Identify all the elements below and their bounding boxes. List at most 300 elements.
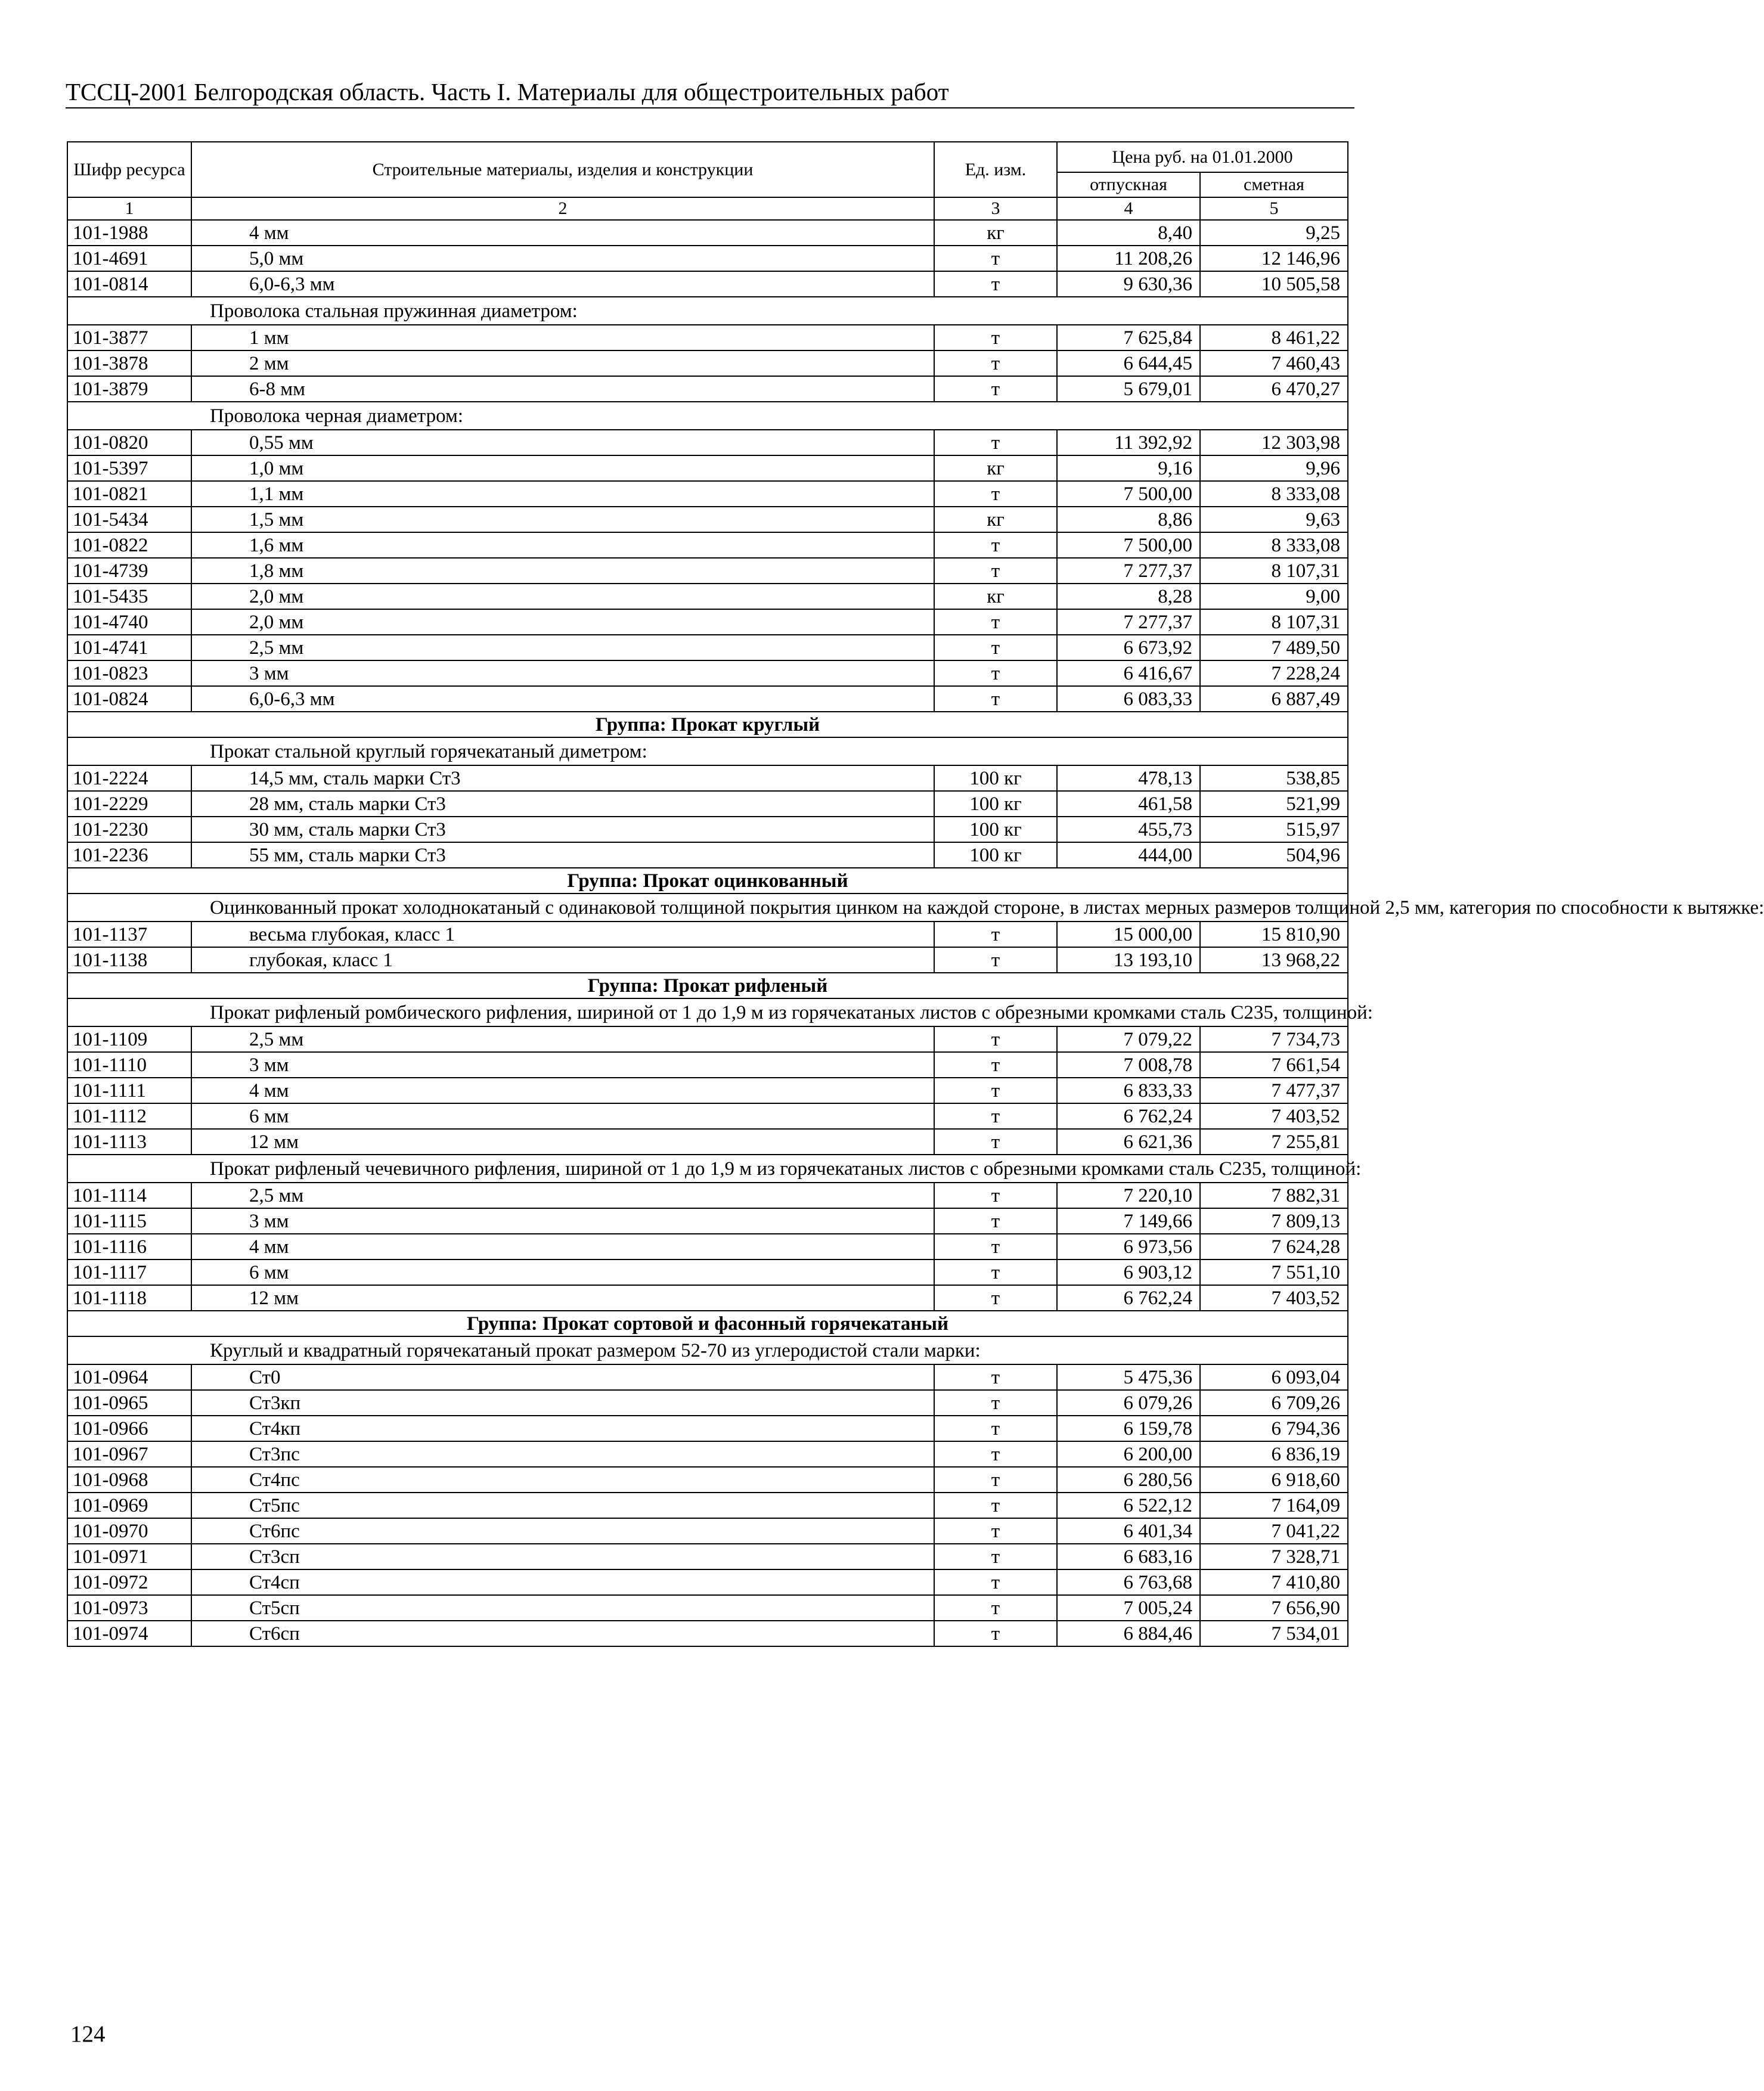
material-name: 4 мм (191, 1078, 934, 1103)
table-row (67, 842, 1348, 868)
subheading-cell (67, 998, 1373, 1026)
release-price: 6 416,67 (1057, 660, 1200, 686)
material-name: 6-8 мм (191, 376, 934, 402)
release-price: 9 630,36 (1057, 271, 1200, 297)
column-number: 3 (934, 197, 1057, 220)
material-name: Ст4сп (191, 1569, 934, 1595)
resource-code: 101-0972 (67, 1569, 191, 1595)
estimate-price: 7 551,10 (1200, 1259, 1348, 1285)
release-price: 7 008,78 (1057, 1052, 1200, 1078)
resource-code: 101-1988 (67, 220, 191, 246)
resource-code: 101-2224 (67, 765, 191, 791)
material-name: 6 мм (191, 1103, 934, 1129)
resource-code: 101-4740 (67, 609, 191, 635)
resource-code: 101-1113 (67, 1129, 191, 1155)
header-name: Строительные материалы, изделия и конструкции (191, 142, 934, 197)
material-name: Ст3сп (191, 1544, 934, 1569)
unit: т (934, 1208, 1057, 1234)
material-name: 2,5 мм (191, 635, 934, 660)
release-price: 6 903,12 (1057, 1259, 1200, 1285)
unit: т (934, 1078, 1057, 1103)
material-name: Ст4кп (191, 1416, 934, 1441)
table-row (67, 817, 1348, 842)
unit: т (934, 1183, 1057, 1208)
estimate-price: 8 333,08 (1200, 532, 1348, 558)
table-row (67, 1595, 1348, 1621)
estimate-price: 6 709,26 (1200, 1390, 1348, 1416)
material-name: Ст5сп (191, 1595, 934, 1621)
group-heading-row (67, 973, 1348, 998)
release-price: 6 644,45 (1057, 350, 1200, 376)
unit: т (934, 922, 1057, 947)
unit: кг (934, 507, 1057, 532)
estimate-price: 7 656,90 (1200, 1595, 1348, 1621)
resource-code: 101-1117 (67, 1259, 191, 1285)
material-name: 1,0 мм (191, 455, 934, 481)
estimate-price: 7 624,28 (1200, 1234, 1348, 1259)
header-estimate-price: сметная (1200, 172, 1348, 197)
table-row (67, 947, 1348, 973)
estimate-price: 8 107,31 (1200, 558, 1348, 584)
unit: т (934, 1234, 1057, 1259)
group-heading: Группа: Прокат оцинкованный (67, 868, 1348, 894)
estimate-price: 6 836,19 (1200, 1441, 1348, 1467)
resource-code: 101-0967 (67, 1441, 191, 1467)
estimate-price: 9,25 (1200, 220, 1348, 246)
subheading-row (67, 297, 1348, 325)
table-row (67, 430, 1348, 455)
resource-code: 101-0970 (67, 1518, 191, 1544)
estimate-price: 7 410,80 (1200, 1569, 1348, 1595)
release-price: 6 762,24 (1057, 1285, 1200, 1311)
estimate-price: 8 333,08 (1200, 481, 1348, 507)
estimate-price: 7 328,71 (1200, 1544, 1348, 1569)
material-name: Ст4пс (191, 1467, 934, 1493)
estimate-price: 7 255,81 (1200, 1129, 1348, 1155)
material-name: 1,1 мм (191, 481, 934, 507)
header-rule (66, 107, 1354, 108)
table-row (67, 660, 1348, 686)
release-price: 7 079,22 (1057, 1026, 1200, 1052)
resource-code: 101-5435 (67, 584, 191, 609)
material-name: 55 мм, сталь марки Ст3 (191, 842, 934, 868)
material-name: 5,0 мм (191, 246, 934, 271)
subheading-row (67, 1155, 1348, 1183)
table-row (67, 1569, 1348, 1595)
table-row (67, 1441, 1348, 1467)
table-row (67, 325, 1348, 350)
unit: т (934, 1493, 1057, 1518)
table-row (67, 791, 1348, 817)
unit: т (934, 1544, 1057, 1569)
page-header-title: ТССЦ-2001 Белгородская область. Часть I. Материалы для общестроительных работ (66, 78, 949, 106)
unit: т (934, 558, 1057, 584)
estimate-price: 6 794,36 (1200, 1416, 1348, 1441)
resource-code: 101-4739 (67, 558, 191, 584)
material-name: 0,55 мм (191, 430, 934, 455)
release-price: 7 277,37 (1057, 609, 1200, 635)
unit: т (934, 481, 1057, 507)
header-release-price: отпускная (1057, 172, 1200, 197)
table-row (67, 765, 1348, 791)
release-price: 7 500,00 (1057, 481, 1200, 507)
unit: т (934, 1518, 1057, 1544)
material-name: 2,5 мм (191, 1183, 934, 1208)
table-row (67, 686, 1348, 712)
unit: т (934, 1416, 1057, 1441)
table-row (67, 922, 1348, 947)
unit: т (934, 609, 1057, 635)
resource-code: 101-5397 (67, 455, 191, 481)
column-number: 4 (1057, 197, 1200, 220)
unit: т (934, 1129, 1057, 1155)
material-name: 12 мм (191, 1129, 934, 1155)
table-row (67, 558, 1348, 584)
material-name: 3 мм (191, 1208, 934, 1234)
material-name: 2 мм (191, 350, 934, 376)
material-name: Ст6сп (191, 1621, 934, 1646)
resource-code: 101-1112 (67, 1103, 191, 1129)
release-price: 6 762,24 (1057, 1103, 1200, 1129)
resource-code: 101-2236 (67, 842, 191, 868)
unit: 100 кг (934, 842, 1057, 868)
unit: т (934, 635, 1057, 660)
unit: т (934, 1621, 1057, 1646)
material-name: 6,0-6,3 мм (191, 686, 934, 712)
resource-code: 101-4741 (67, 635, 191, 660)
material-name: 28 мм, сталь марки Ст3 (191, 791, 934, 817)
material-name: 12 мм (191, 1285, 934, 1311)
resource-code: 101-2229 (67, 791, 191, 817)
unit: т (934, 1569, 1057, 1595)
resource-code: 101-1118 (67, 1285, 191, 1311)
estimate-price: 7 041,22 (1200, 1518, 1348, 1544)
release-price: 11 392,92 (1057, 430, 1200, 455)
subheading-cell (67, 737, 1348, 765)
estimate-price: 12 303,98 (1200, 430, 1348, 455)
subheading-row (67, 402, 1348, 430)
release-price: 8,40 (1057, 220, 1200, 246)
unit: т (934, 376, 1057, 402)
subheading-text: Круглый и квадратный горячекатаный прокат размером 52-70 из углеродистой стали марки: (210, 1340, 981, 1361)
estimate-price: 7 661,54 (1200, 1052, 1348, 1078)
estimate-price: 7 882,31 (1200, 1183, 1348, 1208)
material-name: 1,8 мм (191, 558, 934, 584)
release-price: 6 401,34 (1057, 1518, 1200, 1544)
estimate-price: 7 403,52 (1200, 1285, 1348, 1311)
resource-code: 101-1109 (67, 1026, 191, 1052)
estimate-price: 6 470,27 (1200, 376, 1348, 402)
resource-code: 101-0969 (67, 1493, 191, 1518)
material-name: Ст6пс (191, 1518, 934, 1544)
material-name: Ст3пс (191, 1441, 934, 1467)
release-price: 6 673,92 (1057, 635, 1200, 660)
group-heading: Группа: Прокат сортовой и фасонный горячекатаный (67, 1311, 1348, 1336)
estimate-price: 9,63 (1200, 507, 1348, 532)
table-row (67, 1052, 1348, 1078)
unit: 100 кг (934, 791, 1057, 817)
release-price: 455,73 (1057, 817, 1200, 842)
material-name: 2,0 мм (191, 584, 934, 609)
unit: т (934, 1364, 1057, 1390)
subheading-text: Проволока стальная пружинная диаметром: (210, 300, 578, 322)
estimate-price: 6 918,60 (1200, 1467, 1348, 1493)
unit: т (934, 271, 1057, 297)
release-price: 6 884,46 (1057, 1621, 1200, 1646)
material-name: 1,5 мм (191, 507, 934, 532)
unit: кг (934, 220, 1057, 246)
table-row (67, 1183, 1348, 1208)
resource-code: 101-0965 (67, 1390, 191, 1416)
subheading-text: Прокат рифленый ромбического рифления, шириной от 1 до 1,9 м из горячекатаных листов с обрезными кромками сталь С235, толщиной: (210, 1002, 1373, 1023)
unit: т (934, 1103, 1057, 1129)
table-row (67, 455, 1348, 481)
release-price: 6 083,33 (1057, 686, 1200, 712)
table-row (67, 1493, 1348, 1518)
table-row (67, 584, 1348, 609)
estimate-price: 6 093,04 (1200, 1364, 1348, 1390)
unit: т (934, 1285, 1057, 1311)
group-heading-row (67, 868, 1348, 894)
unit: 100 кг (934, 817, 1057, 842)
subheading-cell (67, 1336, 1348, 1364)
table-row (67, 1234, 1348, 1259)
estimate-price: 13 968,22 (1200, 947, 1348, 973)
header-code: Шифр ресурса (67, 142, 191, 197)
unit: кг (934, 584, 1057, 609)
table-row (67, 1544, 1348, 1569)
unit: т (934, 532, 1057, 558)
unit: т (934, 1441, 1057, 1467)
unit: т (934, 947, 1057, 973)
table-row (67, 1390, 1348, 1416)
release-price: 6 159,78 (1057, 1416, 1200, 1441)
resource-code: 101-1111 (67, 1078, 191, 1103)
material-name: глубокая, класс 1 (191, 947, 934, 973)
resource-code: 101-0973 (67, 1595, 191, 1621)
unit: т (934, 1390, 1057, 1416)
release-price: 9,16 (1057, 455, 1200, 481)
table-row (67, 532, 1348, 558)
table-row (67, 507, 1348, 532)
release-price: 15 000,00 (1057, 922, 1200, 947)
table-row (67, 1026, 1348, 1052)
subheading-cell (67, 297, 1348, 325)
material-name: Ст0 (191, 1364, 934, 1390)
table-header-row (67, 142, 1348, 172)
resource-code: 101-0966 (67, 1416, 191, 1441)
table-row (67, 1129, 1348, 1155)
release-price: 444,00 (1057, 842, 1200, 868)
resource-code: 101-1114 (67, 1183, 191, 1208)
table-row (67, 376, 1348, 402)
page-number: 124 (70, 2021, 106, 2047)
release-price: 7 625,84 (1057, 325, 1200, 350)
table-row (67, 635, 1348, 660)
subheading-text: Оцинкованный прокат холоднокатаный с одинаковой толщиной покрытия цинком на каждой стороне, в листах мерных размеров толщиной 2,5 мм, категория по способности к вытяжке: (210, 897, 1764, 919)
estimate-price: 8 461,22 (1200, 325, 1348, 350)
resource-code: 101-0968 (67, 1467, 191, 1493)
unit: 100 кг (934, 765, 1057, 791)
resource-code: 101-0824 (67, 686, 191, 712)
release-price: 6 621,36 (1057, 1129, 1200, 1155)
resource-code: 101-1138 (67, 947, 191, 973)
table-row (67, 609, 1348, 635)
material-name: 2,0 мм (191, 609, 934, 635)
table-row (67, 1259, 1348, 1285)
table-row (67, 1518, 1348, 1544)
group-heading-row (67, 1311, 1348, 1336)
release-price: 478,13 (1057, 765, 1200, 791)
release-price: 6 683,16 (1057, 1544, 1200, 1569)
release-price: 5 475,36 (1057, 1364, 1200, 1390)
material-name: 4 мм (191, 1234, 934, 1259)
table-row (67, 1467, 1348, 1493)
estimate-price: 12 146,96 (1200, 246, 1348, 271)
resource-code: 101-0823 (67, 660, 191, 686)
table-row (67, 1078, 1348, 1103)
estimate-price: 15 810,90 (1200, 922, 1348, 947)
material-name: 6 мм (191, 1259, 934, 1285)
estimate-price: 538,85 (1200, 765, 1348, 791)
resource-code: 101-3878 (67, 350, 191, 376)
release-price: 6 522,12 (1057, 1493, 1200, 1518)
estimate-price: 8 107,31 (1200, 609, 1348, 635)
material-name: 14,5 мм, сталь марки Ст3 (191, 765, 934, 791)
release-price: 7 005,24 (1057, 1595, 1200, 1621)
release-price: 6 280,56 (1057, 1467, 1200, 1493)
table-row (67, 271, 1348, 297)
estimate-price: 7 534,01 (1200, 1621, 1348, 1646)
release-price: 6 763,68 (1057, 1569, 1200, 1595)
subheading-cell (67, 1155, 1362, 1183)
material-name: 3 мм (191, 660, 934, 686)
group-heading: Группа: Прокат круглый (67, 712, 1348, 737)
release-price: 6 973,56 (1057, 1234, 1200, 1259)
release-price: 6 200,00 (1057, 1441, 1200, 1467)
column-number: 1 (67, 197, 191, 220)
resource-code: 101-1115 (67, 1208, 191, 1234)
table-row (67, 1364, 1348, 1390)
table-row (67, 1103, 1348, 1129)
release-price: 7 149,66 (1057, 1208, 1200, 1234)
material-name: Ст5пс (191, 1493, 934, 1518)
release-price: 6 079,26 (1057, 1390, 1200, 1416)
group-heading: Группа: Прокат рифленый (67, 973, 1348, 998)
release-price: 461,58 (1057, 791, 1200, 817)
estimate-price: 7 734,73 (1200, 1026, 1348, 1052)
unit: т (934, 1467, 1057, 1493)
resource-code: 101-3877 (67, 325, 191, 350)
release-price: 5 679,01 (1057, 376, 1200, 402)
resource-code: 101-5434 (67, 507, 191, 532)
table-row (67, 1621, 1348, 1646)
material-name: весьма глубокая, класс 1 (191, 922, 934, 947)
estimate-price: 7 809,13 (1200, 1208, 1348, 1234)
unit: т (934, 660, 1057, 686)
resource-code: 101-0822 (67, 532, 191, 558)
header-unit: Ед. изм. (934, 142, 1057, 197)
estimate-price: 7 477,37 (1200, 1078, 1348, 1103)
subheading-row (67, 894, 1348, 922)
release-price: 8,86 (1057, 507, 1200, 532)
release-price: 7 220,10 (1057, 1183, 1200, 1208)
release-price: 7 500,00 (1057, 532, 1200, 558)
resource-code: 101-2230 (67, 817, 191, 842)
estimate-price: 10 505,58 (1200, 271, 1348, 297)
estimate-price: 504,96 (1200, 842, 1348, 868)
release-price: 7 277,37 (1057, 558, 1200, 584)
table-row (67, 1208, 1348, 1234)
resource-code: 101-0974 (67, 1621, 191, 1646)
table-row (67, 1285, 1348, 1311)
estimate-price: 7 403,52 (1200, 1103, 1348, 1129)
table-row (67, 481, 1348, 507)
estimate-price: 7 460,43 (1200, 350, 1348, 376)
resource-code: 101-3879 (67, 376, 191, 402)
subheading-row (67, 998, 1348, 1026)
subheading-text: Прокат рифленый чечевичного рифления, шириной от 1 до 1,9 м из горячекатаных листов с обрезными кромками сталь С235, толщиной: (210, 1158, 1362, 1180)
subheading-cell (67, 402, 1348, 430)
table-row (67, 220, 1348, 246)
column-number-row (67, 197, 1348, 220)
resource-code: 101-0821 (67, 481, 191, 507)
unit: т (934, 430, 1057, 455)
table-row (67, 1416, 1348, 1441)
subheading-text: Прокат стальной круглый горячекатаный диметром: (210, 741, 647, 762)
price-table-body (67, 142, 1764, 1646)
subheading-row (67, 737, 1348, 765)
unit: т (934, 1595, 1057, 1621)
subheading-row (67, 1336, 1348, 1364)
estimate-price: 6 887,49 (1200, 686, 1348, 712)
material-name: 3 мм (191, 1052, 934, 1078)
resource-code: 101-0964 (67, 1364, 191, 1390)
unit: т (934, 1259, 1057, 1285)
material-name: 2,5 мм (191, 1026, 934, 1052)
unit: т (934, 1026, 1057, 1052)
material-name: 4 мм (191, 220, 934, 246)
estimate-price: 515,97 (1200, 817, 1348, 842)
release-price: 6 833,33 (1057, 1078, 1200, 1103)
price-table (67, 141, 1764, 1647)
unit: т (934, 1052, 1057, 1078)
estimate-price: 521,99 (1200, 791, 1348, 817)
material-name: Ст3кп (191, 1390, 934, 1416)
unit: т (934, 686, 1057, 712)
table-row (67, 350, 1348, 376)
header-price: Цена руб. на 01.01.2000 (1057, 142, 1348, 172)
unit: кг (934, 455, 1057, 481)
resource-code: 101-0971 (67, 1544, 191, 1569)
estimate-price: 9,00 (1200, 584, 1348, 609)
resource-code: 101-0820 (67, 430, 191, 455)
group-heading-row (67, 712, 1348, 737)
release-price: 8,28 (1057, 584, 1200, 609)
estimate-price: 9,96 (1200, 455, 1348, 481)
resource-code: 101-1137 (67, 922, 191, 947)
release-price: 11 208,26 (1057, 246, 1200, 271)
resource-code: 101-1116 (67, 1234, 191, 1259)
resource-code: 101-4691 (67, 246, 191, 271)
column-number: 5 (1200, 197, 1348, 220)
resource-code: 101-1110 (67, 1052, 191, 1078)
estimate-price: 7 164,09 (1200, 1493, 1348, 1518)
subheading-text: Проволока черная диаметром: (210, 405, 464, 427)
material-name: 6,0-6,3 мм (191, 271, 934, 297)
material-name: 1 мм (191, 325, 934, 350)
material-name: 30 мм, сталь марки Ст3 (191, 817, 934, 842)
